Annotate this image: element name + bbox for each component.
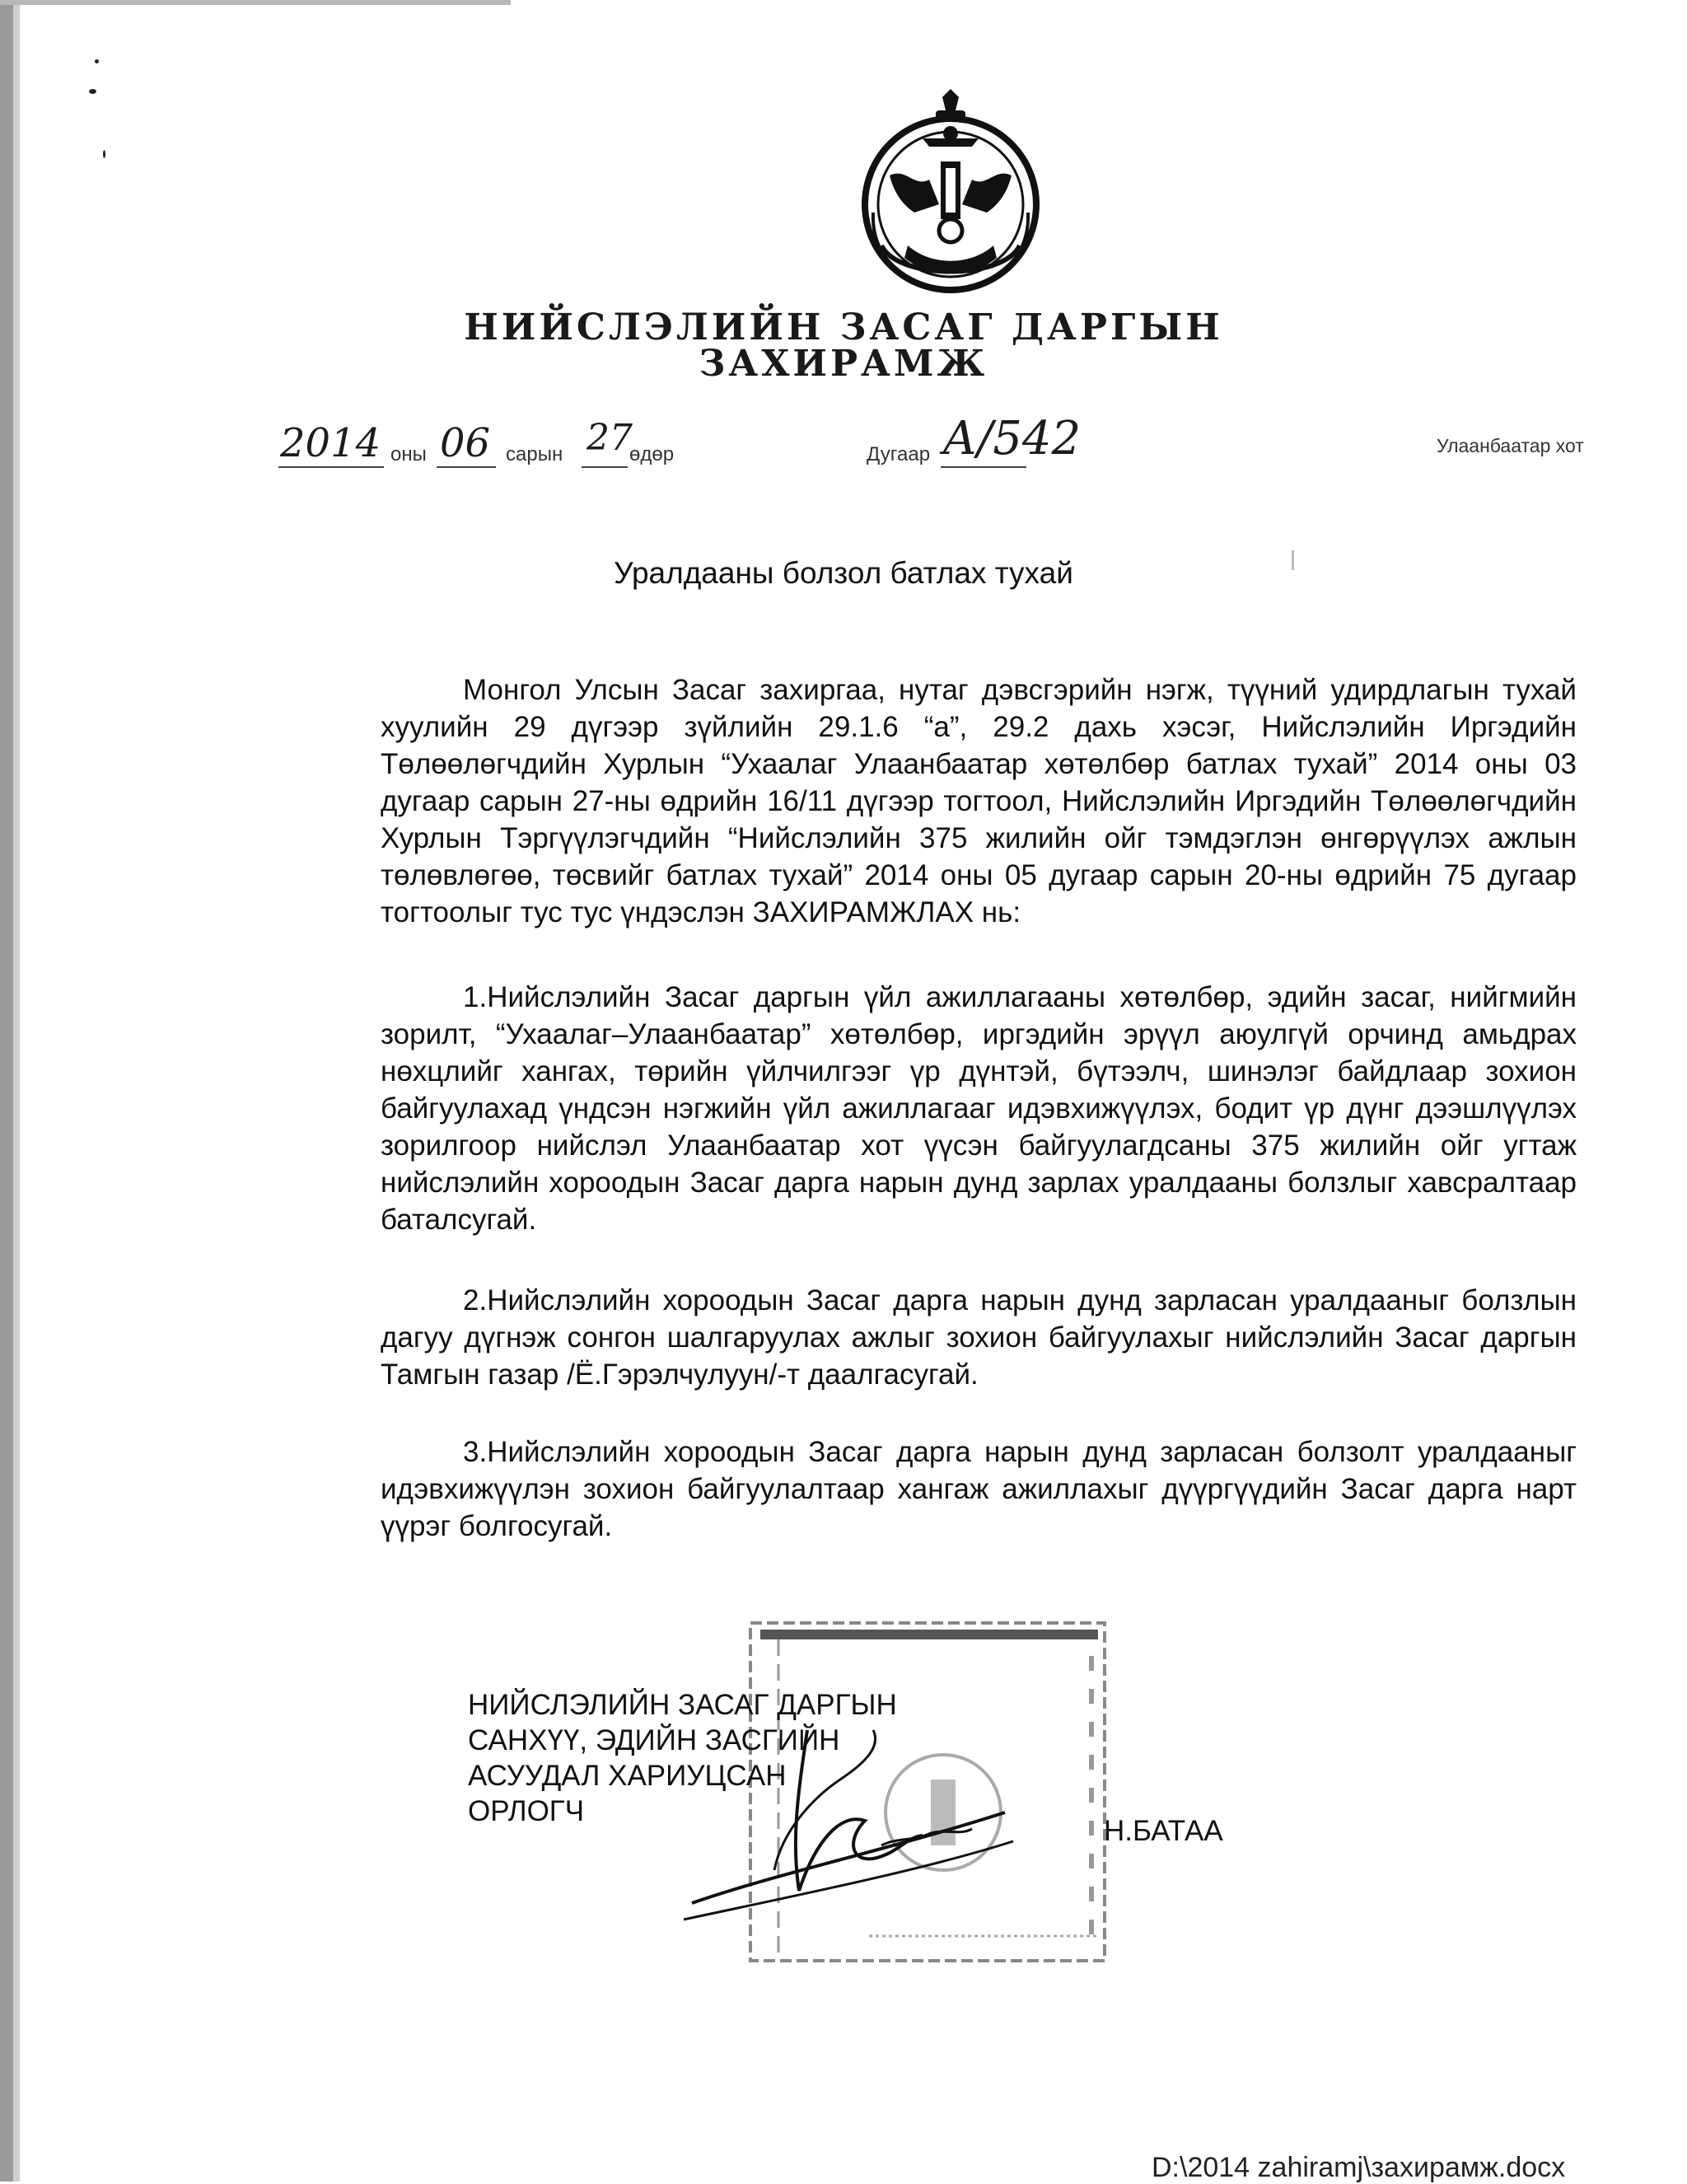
scan-speck (103, 150, 105, 158)
signatory-title-line: САНХҮҮ, ЭДИЙН ЗАСГИЙН (468, 1724, 840, 1756)
issuer-title: НИЙСЛЭЛИЙН ЗАСАГ ДАРГЫН (464, 306, 1223, 348)
file-path-footer: D:\2014 zahiramj\захирамж.docx (1152, 2152, 1566, 2183)
item-1-text: 1.Нийслэлийн Засаг даргын үйл ажиллагааны хөтөлбөр, эдийн засаг, нийгмийн зорилт, “Ухаалаг–Улаанбаатар” хөтөлбөр, иргэдийн эрүүл аюулгүй орчинд амьдрах нөхцлийг хангах, төрийн үйлчилгээг үр дүнтэй, бүтээлч, шинэлэг байдлаар зохион байгуулахад үндсэн нэгжийн үйл ажиллагааг идэвхижүүлэх, бодит үр дүнг дээшлүүлэх зорилгоор нийслэл Улаанбаатар хот үүсэн байгуулагдсаны 375 жилийн ойг угтаж нийслэлийн хороодын Засаг дарга нарын дунд зарлах уралдааны болзлыг хавсралтаар баталсугай. (381, 981, 1577, 1236)
item-3-paragraph (381, 1433, 1577, 1545)
date-year-suffix: оны (390, 443, 427, 465)
date-day-underline (582, 466, 628, 468)
date-day-suffix: өдөр (629, 443, 675, 465)
order-number-underline (941, 466, 1026, 468)
handwritten-signature (675, 1697, 1021, 1928)
number-label: Дугаар (867, 443, 931, 465)
item-3-text: 3.Нийслэлийн хороодын Засаг дарга нарын дунд зарласан болзолт уралдааныг идэвхижүүлэн зохион байгуулалтаар хангаж ажиллахыг дүүргүүдийн Засаг дарга нарт үүрэг болгосугай. (381, 1436, 1577, 1542)
signatory-title-line: ОРЛОГЧ (468, 1795, 585, 1827)
item-2-paragraph (381, 1282, 1577, 1393)
date-year: 2014 (280, 420, 381, 466)
item-2-text: 2.Нийслэлийн хороодын Засаг дарга нарын дунд зарласан уралдааныг болзлын дагуу дүгнэж сонгон шалгаруулах ажлыг зохион байгуулахыг нийслэлийн Засаг даргын Тамгын газар /Ё.Гэрэлчулуун/-т даалгасугай. (381, 1284, 1577, 1391)
signatory-name: Н.БАТАА (1104, 1815, 1223, 1847)
scan-speck (89, 89, 96, 94)
signatory-title-line: НИЙСЛЭЛИЙН ЗАСАГ ДАРГЫН (468, 1689, 897, 1721)
document-type-title: ЗАХИРАМЖ (699, 343, 988, 385)
date-day: 27 (586, 417, 633, 459)
signatory-title-line: АСУУДАЛ ХАРИУЦСАН (468, 1760, 787, 1792)
date-month-suffix: сарын (506, 443, 563, 465)
scan-speck (95, 59, 99, 63)
order-number: А/542 (942, 412, 1082, 465)
state-emblem-icon (857, 89, 1044, 297)
date-month: 06 (440, 420, 491, 466)
preamble-paragraph (381, 671, 1577, 931)
date-year-underline (278, 466, 384, 468)
date-month-underline (437, 466, 496, 468)
issue-city: Улаанбаатар хот (1437, 435, 1584, 456)
scan-edge-top (0, 0, 511, 5)
document-subject: Уралдааны болзол батлах тухай (614, 556, 1073, 590)
preamble-text: Монгол Улсын Засаг захиргаа, нутаг дэвсгэрийн нэгж, түүний удирдлагын тухай хуулийн 29 дүгээр зүйлийн 29.1.6 “а”, 29.2 дахь хэсэг, Нийслэлийн Иргэдийн Төлөөлөгчдийн Хурлын “Ухаалаг Улаанбаатар хөтөлбөр батлах тухай” 2014 оны 03 дугаар сарын 27-ны өдрийн 16/11 дүгээр тогтоол, Нийслэлийн Иргэдийн Төлөөлөгчдийн Хурлын Тэргүүлэгчдийн “Нийслэлийн 375 жилийн ойг тэмдэглэн өнгөрүүлэх ажлын төлөвлөгөө, төсвийг батлах тухай” 2014 оны 05 дугаар сарын 20-ны өдрийн 75 дугаар тогтоолыг тус тус үндэслэн ЗАХИРАМЖЛАХ нь: (381, 674, 1577, 928)
item-1-paragraph (381, 979, 1577, 1238)
